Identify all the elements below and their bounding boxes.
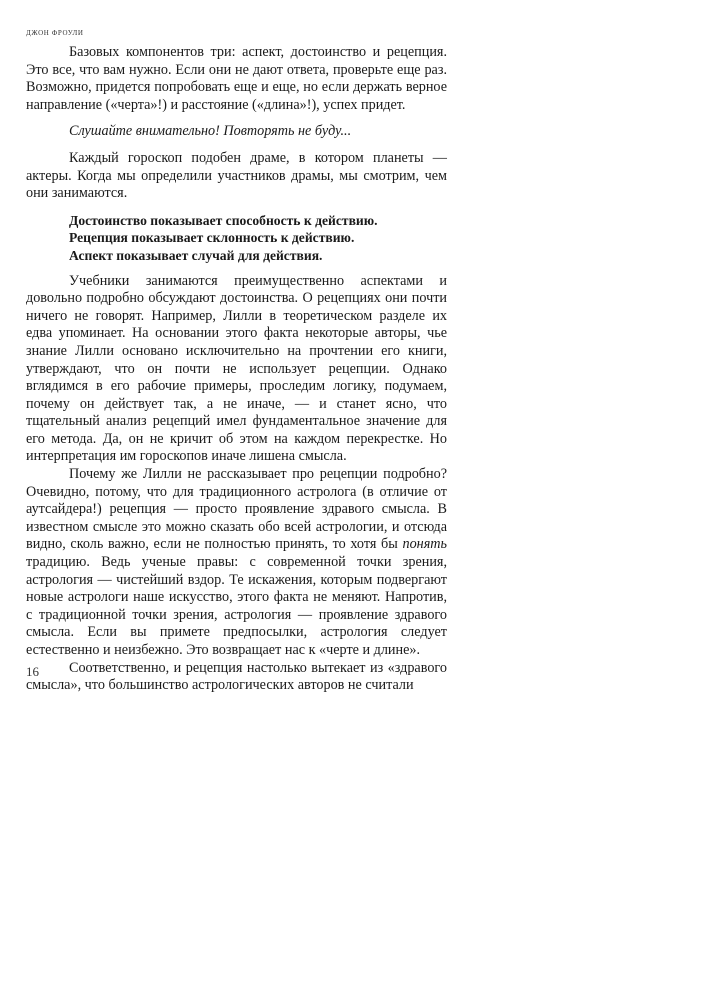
emphasis-understand: понять: [402, 536, 447, 553]
paragraph-textbooks: Учебники занимаются преимущественно аспектами и довольно подробно обсуждают достоинства. О рецепциях они почти ничего не говорят. Например, Лилли в теоретическом разделе их едва упоминает. На основании этого факта некоторые авторы, чье знание Лилли основано исключительно на прочтении его книги, утверждают, что он почти не использует рецепции. Однако вглядимся в его рабочие примеры, проследим логику, подумаем, почему он действует так, а не иначе, — и станет ясно, что тщательный анализ рецепций имел фундаментальное значение для его метода. Да, он не кричит об этом на каждом перекрестке. Но интерпретация им гороскопов иначе лишена смысла.: [26, 272, 447, 465]
page-number: 16: [26, 664, 39, 679]
principle-reception: Рецепция показывает склонность к действию.: [69, 230, 355, 246]
italic-note: Слушайте внимательно! Повторять не буду...: [69, 123, 352, 140]
paragraph-why-lilly-part1: Почему же Лилли не рассказывает про рецепции подробно? Очевидно, потому, что для традиционного астролога (в отличие от аутсайдера!) рецепция — просто проявление здравого смысла. В известном смысле это можно сказать обо всей астрологии, и отсюда видно, сколь важно, если не полностью принять, то хотя бы: [26, 466, 447, 553]
principle-aspect: Аспект показывает случай для действия.: [69, 247, 323, 263]
paragraph-why-lilly: [26, 466, 447, 660]
running-head: ДЖОН ФРОУЛИ: [26, 29, 84, 37]
paragraph-why-lilly-part2: традицию. Ведь ученые правы: с современной точки зрения, астрология — чистейший вздор. Те искажения, которым подвергают новые астрологи наше искусство, этого факта не меняют. Напротив, с традиционной точки зрения, астрология — проявление здравого смысла. Если вы примете предпосылки, астрология следует естественно и неизбежно. Это возвращает нас к «черте и длине».: [26, 554, 447, 658]
page-body: [26, 44, 447, 695]
principle-dignity: Достоинство показывает способность к действию.: [69, 212, 378, 228]
paragraph-drama: Каждый гороскоп подобен драме, в котором планеты — актеры. Когда мы определили участников драмы, мы смотрим, чем они занимаются.: [26, 149, 447, 202]
paragraph-consequently: Соответственно, и рецепция настолько вытекает из «здравого смысла», что большинство астрологических авторов не считали: [26, 659, 447, 694]
paragraph-components: Базовых компонентов три: аспект, достоинство и рецепция. Это все, что вам нужно. Если они не дают ответа, проверьте еще раз. Возможно, придется попробовать еще и еще, но если держать верное направление («черта»!) и расстояние («длина»!), успех придет.: [26, 44, 447, 113]
principles-block: [69, 212, 447, 265]
